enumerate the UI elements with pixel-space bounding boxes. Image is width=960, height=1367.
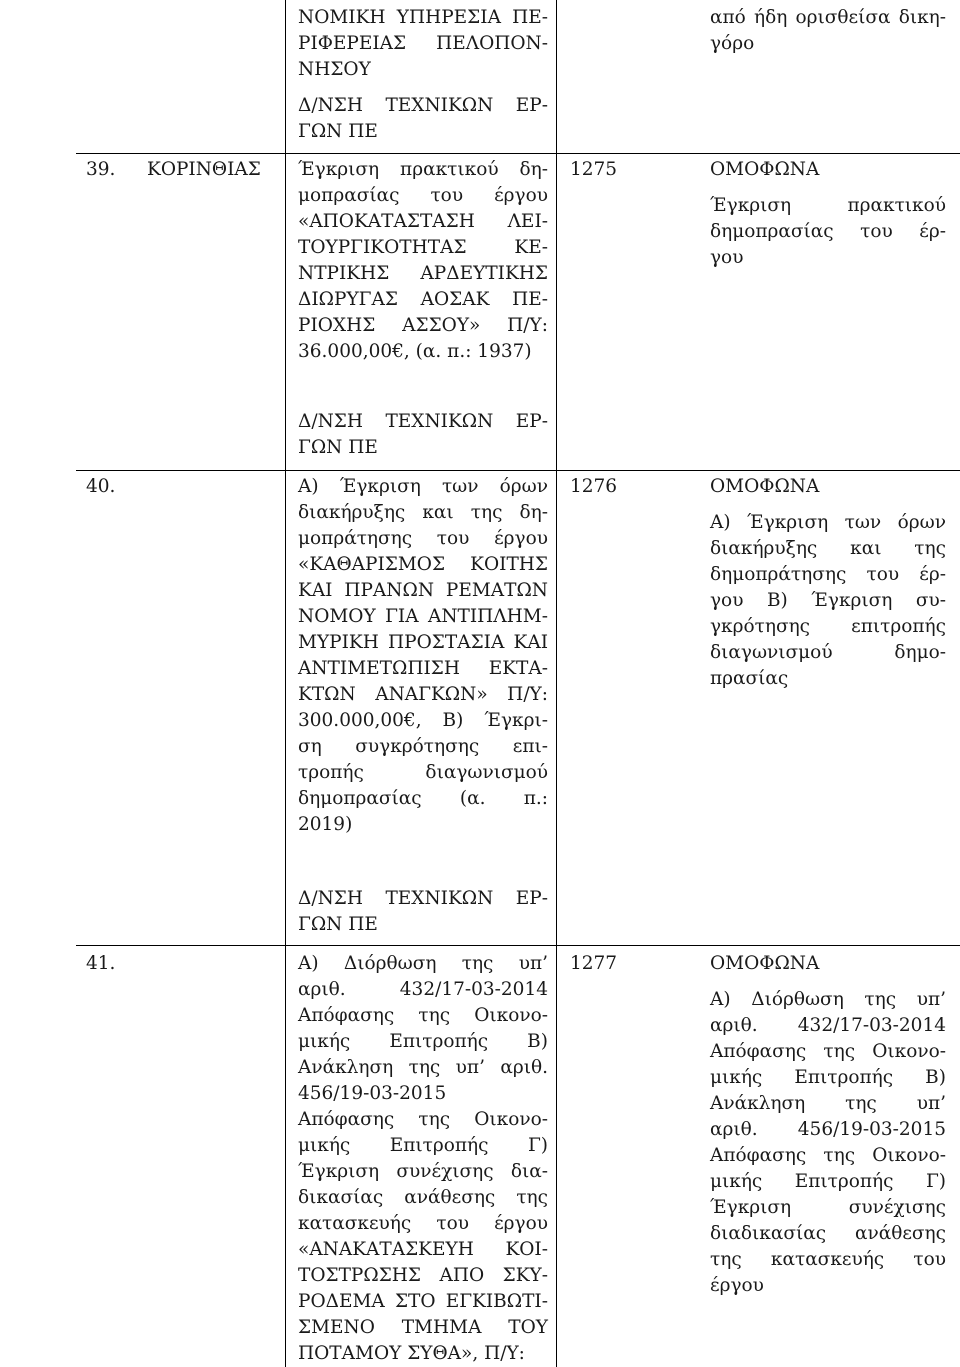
row-subject-line: ΣΜΕΝΟ ΤΜΗΜΑ ΤΟΥ (298, 1317, 548, 1338)
decision-text-line: πρασίας (710, 668, 789, 689)
row-department-line: ΓΩΝ ΠΕ (298, 914, 378, 935)
row-subject (298, 157, 548, 365)
decision-text-line: αριθ. 456/19-03-2015 (710, 1119, 946, 1140)
row-subject (298, 951, 548, 1367)
row-subject-line: ΝΤΡΙΚΗΣ ΑΡΔΕΥΤΙΚΗΣ (298, 263, 548, 284)
row-number: 39. (86, 159, 116, 180)
row-subject-line: ΝΟΜΟΥ ΓΙΑ ΑΝΤΙΠΛΗΜ- (298, 606, 548, 627)
row-subject-line: δημοπρασίας (α. π.: (298, 788, 548, 809)
decision-number: 1277 (570, 953, 618, 974)
decision-text (710, 987, 946, 1299)
row-number: 41. (86, 953, 116, 974)
vote-result: ΟΜΟΦΩΝΑ (710, 476, 820, 497)
row-subject-line: ΚΤΩΝ ΑΝΑΓΚΩΝ» Π/Υ: (298, 684, 548, 705)
row-subject-line: κατασκευής του έργου (298, 1213, 548, 1234)
carryover-department (298, 93, 548, 145)
row-subject-line: ΤΟΣΤΡΩΣΗΣ ΑΠΟ ΣΚΥ- (298, 1265, 548, 1286)
decision-text-line: Α) Έγκριση των όρων (710, 512, 946, 533)
row-subject-line: ση συγκρότησης επι- (298, 736, 548, 757)
row-subject-line: «ΚΑΘΑΡΙΣΜΟΣ ΚΟΙΤΗΣ (298, 554, 548, 575)
row-subject-line: 36.000,00€, (α. π.: 1937) (298, 341, 532, 362)
carryover-department-line: Δ/ΝΣΗ ΤΕΧΝΙΚΩΝ ΕΡ- (298, 95, 548, 116)
row-department (298, 886, 548, 938)
table-border-left (285, 0, 286, 1367)
row-subject-line: Α) Διόρθωση της υπ’ (298, 953, 548, 974)
row-subject-line: μικής Επιτροπής Β) (298, 1031, 548, 1052)
row-subject-line: Έγκριση συνέχισης δια- (298, 1161, 548, 1182)
row-subject-line: ΠΟΤΑΜΟΥ ΣΥΘΑ», Π/Υ: (298, 1343, 525, 1364)
carryover-note-line: γόρο (710, 33, 755, 54)
row-subject-line: ΔΙΩΡΥΓΑΣ ΑΟΣΑΚ ΠΕ- (298, 289, 548, 310)
decision-text-line: έργου (710, 1275, 764, 1296)
carryover-office (298, 5, 548, 83)
row-subject-line: 300.000,00€, Β) Έγκρι- (298, 710, 548, 731)
decision-text-line: διαγωνισμού δημο- (710, 642, 946, 663)
decision-number: 1276 (570, 476, 618, 497)
row-subject-line: ΚΑΙ ΠΡΑΝΩΝ ΡΕΜΑΤΩΝ (298, 580, 548, 601)
decision-text (710, 510, 946, 692)
row-department-line: Δ/ΝΣΗ ΤΕΧΝΙΚΩΝ ΕΡ- (298, 888, 548, 909)
row-subject-line: Ανάκληση της υπ’ αριθ. (298, 1057, 548, 1078)
carryover-office-line: ΡΙΦΕΡΕΙΑΣ ΠΕΛΟΠΟΝ- (298, 33, 548, 54)
row-divider (76, 153, 960, 154)
decision-text-line: αριθ. 432/17-03-2014 (710, 1015, 946, 1036)
decision-text-line: Ανάκληση της υπ’ (710, 1093, 946, 1114)
row-subject-line: Απόφασης της Οικονο- (298, 1109, 548, 1130)
row-subject-line: διακήρυξης και της δη- (298, 502, 548, 523)
row-subject-line: μοπράτησης του έργου (298, 528, 548, 549)
decision-text (710, 193, 946, 271)
row-subject (298, 474, 548, 838)
decision-text-line: γκρότησης επιτροπής (710, 616, 946, 637)
row-subject-line: τροπής διαγωνισμού (298, 762, 548, 783)
decision-text-line: διαδικασίας ανάθεσης (710, 1223, 946, 1244)
table-border-mid (556, 0, 557, 1367)
carryover-office-line: ΝΟΜΙΚΗ ΥΠΗΡΕΣΙΑ ΠΕ- (298, 7, 548, 28)
row-divider (76, 470, 960, 471)
decision-text-line: Α) Διόρθωση της υπ’ (710, 989, 946, 1010)
row-subject-line: ΑΝΤΙΜΕΤΩΠΙΣΗ ΕΚΤΑ- (298, 658, 548, 679)
row-subject-line: 2019) (298, 814, 353, 835)
row-subject-line: «ΑΠΟΚΑΤΑΣΤΑΣΗ ΛΕΙ- (298, 211, 548, 232)
carryover-department-line: ΓΩΝ ΠΕ (298, 121, 378, 142)
row-divider (76, 945, 960, 946)
decision-text-line: δημοπρασίας του έρ- (710, 221, 946, 242)
decision-text-line: μικής Επιτροπής Γ) (710, 1171, 946, 1192)
row-department (298, 409, 548, 461)
row-subject-line: Έγκριση πρακτικού δη- (298, 159, 548, 180)
decision-text-line: Έγκριση πρακτικού (710, 195, 946, 216)
row-subject-line: «ΑΝΑΚΑΤΑΣΚΕΥΗ ΚΟΙ- (298, 1239, 548, 1260)
vote-result: ΟΜΟΦΩΝΑ (710, 953, 820, 974)
decision-number: 1275 (570, 159, 618, 180)
carryover-office-line: ΝΗΣΟΥ (298, 59, 371, 80)
row-department-line: Δ/ΝΣΗ ΤΕΧΝΙΚΩΝ ΕΡ- (298, 411, 548, 432)
row-subject-line: ΜΥΡΙΚΗ ΠΡΟΣΤΑΣΙΑ ΚΑΙ (298, 632, 548, 653)
carryover-note (710, 5, 946, 57)
vote-result: ΟΜΟΦΩΝΑ (710, 159, 820, 180)
row-number: 40. (86, 476, 116, 497)
decision-text-line: διακήρυξης και της (710, 538, 946, 559)
row-subject-line: μοπρασίας του έργου (298, 185, 548, 206)
row-subject-line: ΡΟΔΕΜΑ ΣΤΟ ΕΓΚΙΒΩΤΙ- (298, 1291, 548, 1312)
decision-text-line: γου (710, 247, 744, 268)
decision-text-line: δημοπράτησης του έρ- (710, 564, 946, 585)
carryover-note-line: από ήδη ορισθείσα δικη- (710, 7, 946, 28)
decision-text-line: Απόφασης της Οικονο- (710, 1145, 946, 1166)
row-subject-line: αριθ. 432/17-03-2014 (298, 979, 548, 1000)
row-subject-line: Απόφασης της Οικονο- (298, 1005, 548, 1026)
row-subject-line: Α) Έγκριση των όρων (298, 476, 548, 497)
row-subject-line: μικής Επιτροπής Γ) (298, 1135, 548, 1156)
decision-text-line: γου Β) Έγκριση συ- (710, 590, 946, 611)
row-subject-line: ΤΟΥΡΓΙΚΟΤΗΤΑΣ ΚΕ- (298, 237, 548, 258)
decision-text-line: μικής Επιτροπής Β) (710, 1067, 946, 1088)
row-subject-line: δικασίας ανάθεσης της (298, 1187, 548, 1208)
row-subject-line: ΡΙΟΧΗΣ ΑΣΣΟΥ» Π/Υ: (298, 315, 548, 336)
row-subject-line: 456/19-03-2015 (298, 1083, 447, 1104)
decision-text-line: της κατασκευής του (710, 1249, 946, 1270)
decision-text-line: Απόφασης της Οικονο- (710, 1041, 946, 1062)
row-department-line: ΓΩΝ ΠΕ (298, 437, 378, 458)
decision-text-line: Έγκριση συνέχισης (710, 1197, 946, 1218)
row-unit: ΚΟΡΙΝΘΙΑΣ (147, 159, 261, 180)
